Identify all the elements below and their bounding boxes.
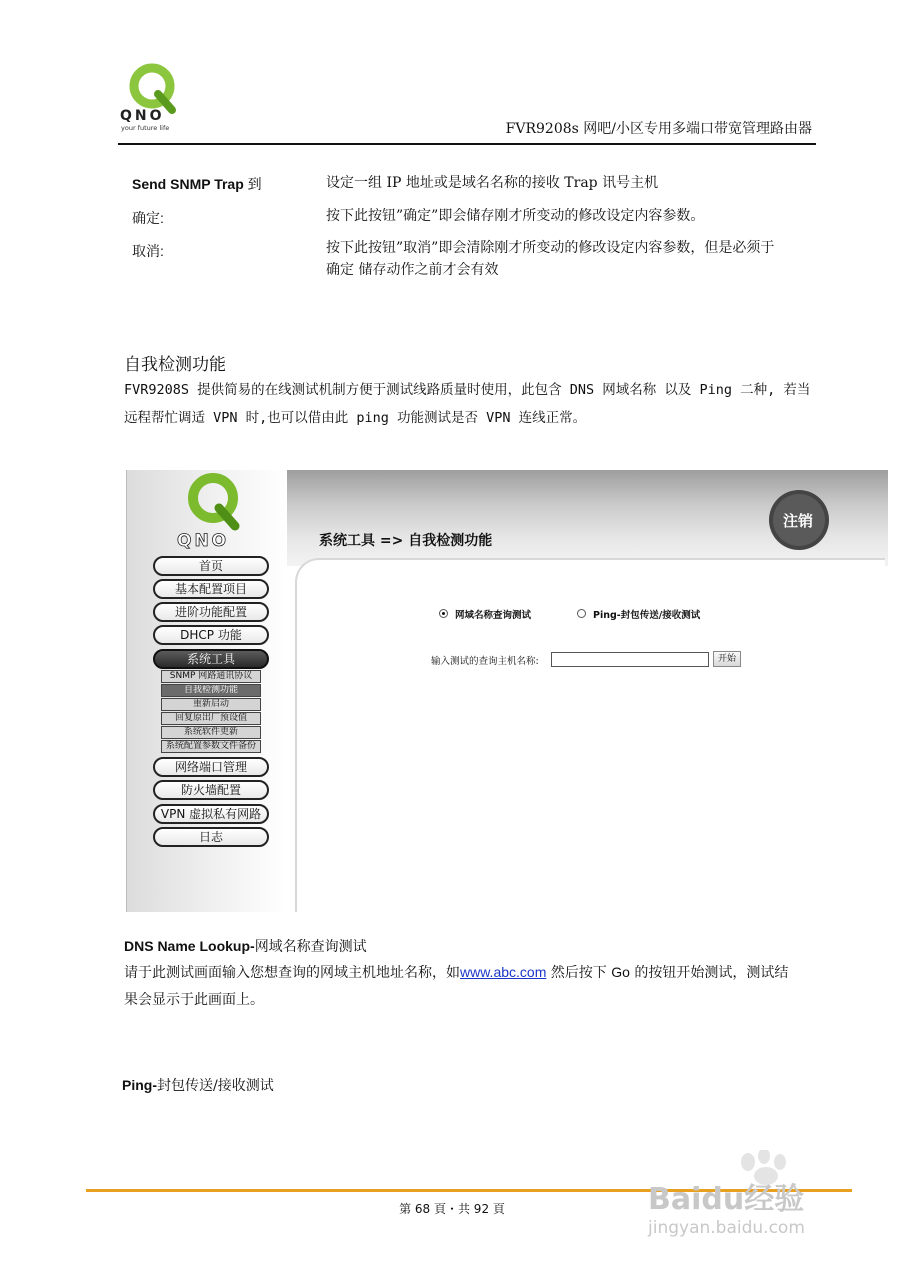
logout-label: 注销 (783, 512, 814, 530)
svg-text:QNO: QNO (177, 531, 230, 551)
nav-dhcp[interactable]: DHCP 功能 (153, 625, 269, 645)
section-paragraph-line2: 远程帮忙调适 VPN 时,也可以借由此 ping 功能测试是否 VPN 连线正常。 (124, 410, 587, 426)
host-name-input[interactable] (551, 652, 709, 667)
logout-button[interactable] (747, 488, 888, 568)
subnav-snmp[interactable]: SNMP 网路通讯协议 (161, 670, 261, 683)
qno-logo (118, 62, 190, 132)
screenshot-content-frame (295, 558, 885, 912)
nav-vpn[interactable]: VPN 虚拟私有网路 (153, 804, 269, 824)
host-name-label: 输入测试的查询主机名称: (431, 656, 539, 667)
term-confirm: 确定: (132, 210, 164, 226)
nav-log[interactable]: 日志 (153, 827, 269, 847)
watermark-brand: Baidu经验 (648, 1182, 805, 1217)
dns-paragraph-line1: 请于此测试画面输入您想查询的网域主机地址名称，如www.abc.com 然后按下 Go 的按钮开始测试，测试结 (124, 964, 789, 981)
section-paragraph-line1: FVR9208S 提供简易的在线测试机制方便于测试线路质量时使用，此包含 DNS 网域名称 以及 Ping 二种, 若当 (124, 382, 811, 398)
screenshot-breadcrumb: 系统工具 => 自我检测功能 (319, 533, 493, 549)
desc-cancel: 按下此按钮”取消”即会清除刚才所变动的修改设定内容参数，但是必须于确定 储存动作之前才会有效 (326, 240, 775, 278)
subnav-config-backup[interactable]: 系统配置参数文件备份 (161, 740, 261, 753)
term-cancel: 取消: (132, 243, 164, 259)
subnav-restart[interactable]: 重新启动 (161, 698, 261, 711)
nav-system-tools[interactable]: 系统工具 (153, 649, 269, 669)
screenshot-qno-logo (175, 470, 247, 552)
desc-confirm: 按下此按钮”确定”即会储存刚才所变动的修改设定内容参数。 (326, 208, 705, 224)
nav-firewall[interactable]: 防火墙配置 (153, 780, 269, 800)
term-snmp-trap: Send SNMP Trap 到 (132, 176, 262, 192)
nav-port-management[interactable]: 网络端口管理 (153, 757, 269, 777)
nav-basic-config[interactable]: 基本配置项目 (153, 579, 269, 599)
router-ui-screenshot (126, 470, 888, 912)
start-button[interactable]: 开始 (713, 651, 741, 667)
nav-home[interactable]: 首页 (153, 556, 269, 576)
page-number: 第 68 頁・共 92 頁 (399, 1202, 505, 1216)
example-link[interactable]: www.abc.com (460, 964, 547, 980)
nav-advanced-config[interactable]: 进阶功能配置 (153, 602, 269, 622)
header-rule (118, 143, 816, 145)
ping-section-title: Ping-封包传送/接收测试 (122, 1077, 274, 1094)
dns-paragraph-line2: 果会显示于此画面上。 (124, 992, 264, 1008)
radio-ping[interactable] (577, 609, 586, 618)
desc-snmp-trap: 设定一组 IP 地址或是域名名称的接收 Trap 讯号主机 (326, 175, 659, 191)
radio-ping-label: Ping-封包传送/接收测试 (593, 610, 701, 621)
watermark-url: jingyan.baidu.com (648, 1218, 805, 1238)
subnav-factory-reset[interactable]: 回复原出厂预设值 (161, 712, 261, 725)
dns-section-title: DNS Name Lookup-网域名称查询测试 (124, 938, 367, 955)
logo-tagline: your future life (121, 124, 170, 132)
svg-text:QNO: QNO (120, 108, 165, 124)
radio-dns-label: 网域名称查询测试 (455, 610, 532, 621)
section-title: 自我检测功能 (124, 355, 226, 375)
radio-dns-lookup[interactable] (439, 609, 448, 618)
subnav-self-test[interactable]: 自我检测功能 (161, 684, 261, 697)
subnav-firmware-update[interactable]: 系统软件更新 (161, 726, 261, 739)
document-title: FVR9208s 网吧/小区专用多端口带宽管理路由器 (505, 121, 812, 137)
